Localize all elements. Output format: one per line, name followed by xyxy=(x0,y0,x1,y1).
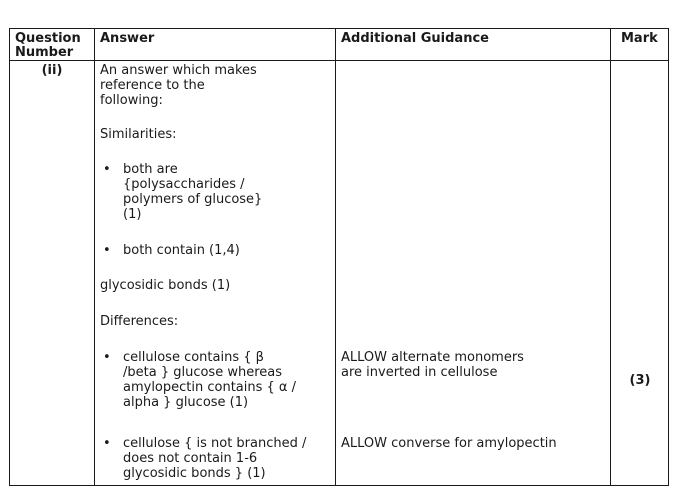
difference-1-line-2: /beta } glucose whereas xyxy=(123,365,283,380)
similarity-1-line-1: both are xyxy=(123,162,178,177)
header-additional-guidance xyxy=(336,29,611,61)
difference-2-line-1: cellulose { is not branched / xyxy=(123,436,307,451)
guidance-cell xyxy=(336,61,611,486)
bullet-icon: • xyxy=(103,162,111,177)
similarity-2-continuation: glycosidic bonds (1) xyxy=(100,278,231,293)
difference-1-line-1: cellulose contains { β xyxy=(123,350,264,365)
question-number: (ii) xyxy=(41,63,63,78)
intro-line-3: following: xyxy=(100,93,163,108)
similarity-1-line-2: {polysaccharides / xyxy=(123,177,245,192)
guidance-1-line-2: are inverted in cellulose xyxy=(341,365,498,380)
header-mark-text: Mark xyxy=(621,31,658,46)
mark-value: (3) xyxy=(629,373,651,388)
answer-cell xyxy=(95,61,336,486)
bullet-icon: • xyxy=(103,243,111,258)
header-question-number-text: Question Number xyxy=(15,31,81,60)
header-question-number xyxy=(10,29,95,61)
difference-2-line-2: does not contain 1-6 xyxy=(123,451,258,466)
similarities-heading: Similarities: xyxy=(100,127,177,142)
guidance-2: ALLOW converse for amylopectin xyxy=(341,436,557,451)
difference-1-line-4: alpha } glucose (1) xyxy=(123,395,249,410)
header-additional-guidance-text: Additional Guidance xyxy=(341,31,489,46)
mark-cell xyxy=(611,61,669,486)
guidance-1-line-1: ALLOW alternate monomers xyxy=(341,350,524,365)
similarity-1-line-3: polymers of glucose} xyxy=(123,192,263,207)
intro-line-1: An answer which makes xyxy=(100,63,257,78)
header-answer xyxy=(95,29,336,61)
similarity-1-line-4: (1) xyxy=(123,207,142,222)
header-row xyxy=(10,29,669,61)
differences-heading: Differences: xyxy=(100,314,179,329)
mark-scheme-table xyxy=(9,28,669,486)
similarity-2: both contain (1,4) xyxy=(123,243,240,258)
difference-2-line-3: glycosidic bonds } (1) xyxy=(123,466,266,481)
header-mark xyxy=(611,29,669,61)
table-row xyxy=(10,61,669,486)
bullet-icon: • xyxy=(103,436,111,451)
bullet-icon: • xyxy=(103,350,111,365)
difference-1-line-3: amylopectin contains { α / xyxy=(123,380,297,395)
intro-line-2: reference to the xyxy=(100,78,205,93)
header-answer-text: Answer xyxy=(100,31,155,46)
question-number-cell xyxy=(10,61,95,486)
